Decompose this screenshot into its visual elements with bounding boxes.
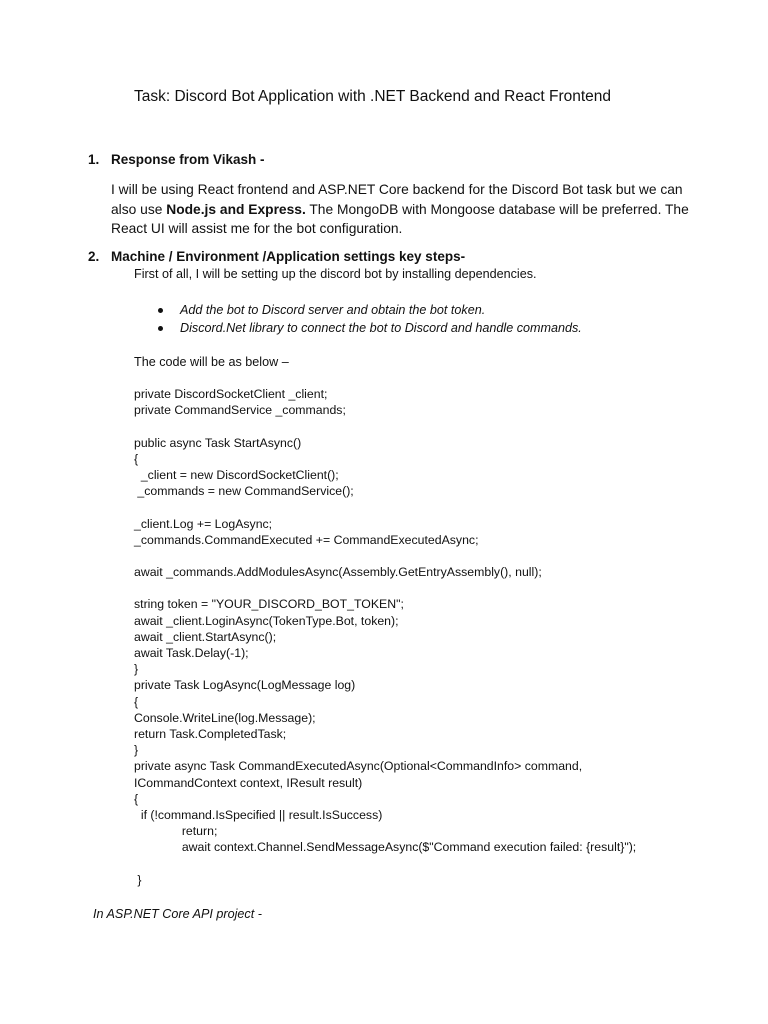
code-line: { xyxy=(134,451,139,466)
code-block xyxy=(134,386,636,888)
paragraph-bold-text: Node.js and Express. xyxy=(166,201,306,217)
bullet-item: Discord.Net library to connect the bot to Discord and handle commands. xyxy=(180,321,582,335)
code-line: { xyxy=(134,694,139,709)
code-line: private CommandService _commands; xyxy=(134,403,346,418)
document-title: Task: Discord Bot Application with .NET Backend and React Frontend xyxy=(134,88,612,105)
code-line xyxy=(134,418,636,434)
code-line: private DiscordSocketClient _client; xyxy=(134,387,328,401)
section-1-number: 1. xyxy=(88,152,100,167)
section-2-number: 2. xyxy=(88,249,100,264)
code-line: } xyxy=(134,872,142,887)
section-2-heading: Machine / Environment /Application settings key steps- xyxy=(111,249,466,264)
code-line: await _commands.AddModulesAsync(Assembly.GetEntryAssembly(), null); xyxy=(134,565,542,580)
section-1-paragraph xyxy=(111,180,691,239)
code-line xyxy=(134,855,636,871)
code-line: if (!command.IsSpecified || result.IsSuccess) xyxy=(134,807,383,822)
code-line: public async Task StartAsync() xyxy=(134,435,302,450)
code-line: await Task.Delay(-1); xyxy=(134,646,249,660)
code-line: ICommandContext context, IResult result) xyxy=(134,775,363,790)
code-line: } xyxy=(134,662,139,677)
code-line: await context.Channel.SendMessageAsync($"Command execution failed: {result}"); xyxy=(134,840,637,855)
paragraph-text-start: I will be using React frontend and ASP.NET Core backend for the Discord Bot task but we can also use xyxy=(111,182,683,217)
code-line: _commands.CommandExecuted += CommandExecutedAsync; xyxy=(134,532,479,547)
section-2-intro: First of all, I will be setting up the discord bot by installing dependencies. xyxy=(134,267,537,281)
code-line xyxy=(134,580,636,596)
code-line: { xyxy=(134,791,139,806)
code-line: Console.WriteLine(log.Message); xyxy=(134,710,316,725)
code-intro: The code will be as below – xyxy=(134,355,289,369)
footer-note: In ASP.NET Core API project - xyxy=(93,907,262,921)
code-line xyxy=(134,499,636,515)
code-line: return Task.CompletedTask; xyxy=(134,726,287,741)
paragraph-text-end: The MongoDB with Mongoose database will be preferred. The React UI will assist me for the bot configuration. xyxy=(111,201,689,236)
bullet-dot-icon xyxy=(158,326,163,331)
code-line xyxy=(134,548,636,564)
bullet-dot-icon xyxy=(158,308,163,313)
code-line: string token = "YOUR_DISCORD_BOT_TOKEN"; xyxy=(134,597,404,612)
code-line: _commands = new CommandService(); xyxy=(134,484,354,499)
code-line: return; xyxy=(134,824,218,839)
code-line: private Task LogAsync(LogMessage log) xyxy=(134,678,356,693)
code-line: } xyxy=(134,743,139,758)
section-1-heading: Response from Vikash - xyxy=(111,152,265,167)
code-line: await _client.LoginAsync(TokenType.Bot, token); xyxy=(134,613,399,628)
code-line: private async Task CommandExecutedAsync(Optional<CommandInfo> command, xyxy=(134,759,583,774)
bullet-item: Add the bot to Discord server and obtain the bot token. xyxy=(180,303,486,317)
code-line: await _client.StartAsync(); xyxy=(134,629,277,644)
code-line: _client = new DiscordSocketClient(); xyxy=(134,467,339,482)
code-line: _client.Log += LogAsync; xyxy=(134,516,273,531)
